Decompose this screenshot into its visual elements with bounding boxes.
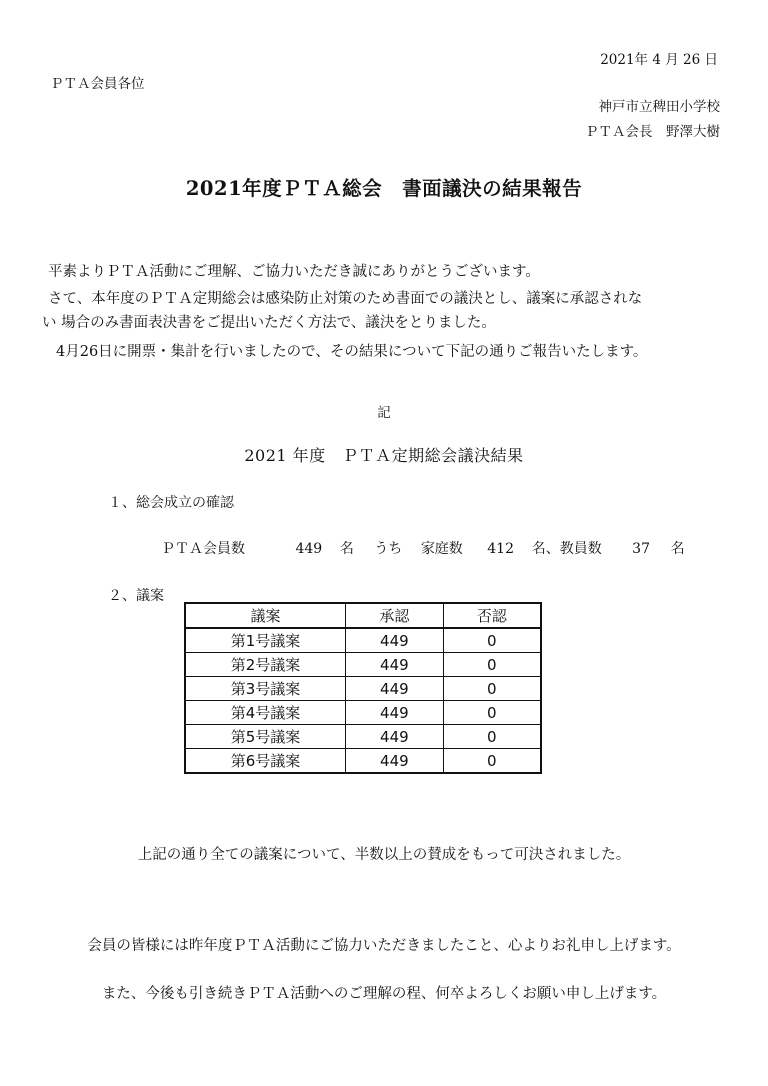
body-paragraph-3: 4月26日に開票・集計を行いましたので、その結果について下記の通りご報告いたします。 (56, 344, 648, 360)
approve-count: 449 (346, 749, 444, 774)
ki-marker: 記 (377, 405, 391, 421)
document-date: 2021年 4 月 26 日 (600, 52, 718, 68)
table-header-row (185, 603, 541, 628)
member-unit: 名 (339, 541, 354, 557)
sender-school: 神戸市立稗田小学校 (598, 99, 720, 115)
table-row (185, 749, 541, 774)
section-2-heading: ２、議案 (108, 588, 164, 604)
member-total: 449 (295, 541, 323, 557)
approve-count: 449 (346, 701, 444, 725)
reject-count: 0 (443, 749, 541, 774)
approve-count: 449 (346, 628, 444, 653)
proposal-name: 第1号議案 (185, 628, 346, 653)
document-title: 2021年度ＰＴＡ総会 書面議決の結果報告 (185, 177, 583, 200)
reject-count: 0 (443, 628, 541, 653)
header-proposal: 議案 (185, 603, 346, 628)
proposal-name: 第4号議案 (185, 701, 346, 725)
teacher-count: 37 (632, 541, 650, 557)
family-count: 412 (487, 541, 514, 557)
vote-results-table (184, 602, 542, 774)
body-paragraph-2-continued: い 場合のみ書面表決書をご提出いただく方法で、議決をとりました。 (42, 315, 496, 331)
header-reject: 否認 (443, 603, 541, 628)
addressee: ＰＴＡ会員各位 (50, 76, 145, 92)
conclusion-text: 上記の通り全ての議案について、半数以上の賛成をもって可決されました。 (137, 847, 631, 863)
membership-count-line (161, 538, 685, 558)
approve-count: 449 (346, 725, 444, 749)
reject-count: 0 (443, 653, 541, 677)
reject-count: 0 (443, 677, 541, 701)
proposal-name: 第3号議案 (185, 677, 346, 701)
table-row (185, 653, 541, 677)
body-paragraph-1: 平素よりＰＴＡ活動にご理解、ご協力いただき誠にありがとうございます。 (48, 264, 540, 280)
teacher-label: 名、教員数 (531, 541, 602, 557)
teacher-unit: 名 (670, 541, 685, 557)
table-row (185, 628, 541, 653)
family-label: 家庭数 (420, 541, 463, 557)
proposal-name: 第5号議案 (185, 725, 346, 749)
sender-name: ＰＴＡ会長 野澤大樹 (585, 124, 720, 140)
table-row (185, 725, 541, 749)
reject-count: 0 (443, 725, 541, 749)
closing-thanks: 会員の皆様には昨年度ＰＴＡ活動にご協力いただきましたこと、心よりお礼申し上げます。 (87, 938, 681, 954)
section-1-heading: １、総会成立の確認 (108, 495, 234, 511)
results-subtitle: 2021 年度 ＰＴＡ定期総会議決結果 (244, 446, 524, 465)
approve-count: 449 (346, 653, 444, 677)
closing-request: また、今後も引き続きＰＴＡ活動へのご理解の程、何卒よろしくお願い申し上げます。 (101, 986, 667, 1002)
approve-count: 449 (346, 677, 444, 701)
table-row (185, 677, 541, 701)
table-row (185, 701, 541, 725)
proposal-name: 第2号議案 (185, 653, 346, 677)
body-paragraph-2: さて、本年度のＰＴＡ定期総会は感染防止対策のため書面での議決とし、議案に承認されな (48, 291, 643, 307)
header-approve: 承認 (346, 603, 444, 628)
proposal-name: 第6号議案 (185, 749, 346, 774)
reject-count: 0 (443, 701, 541, 725)
uchi-label: うち (374, 541, 403, 557)
member-count-label: ＰＴＡ会員数 (161, 541, 245, 557)
